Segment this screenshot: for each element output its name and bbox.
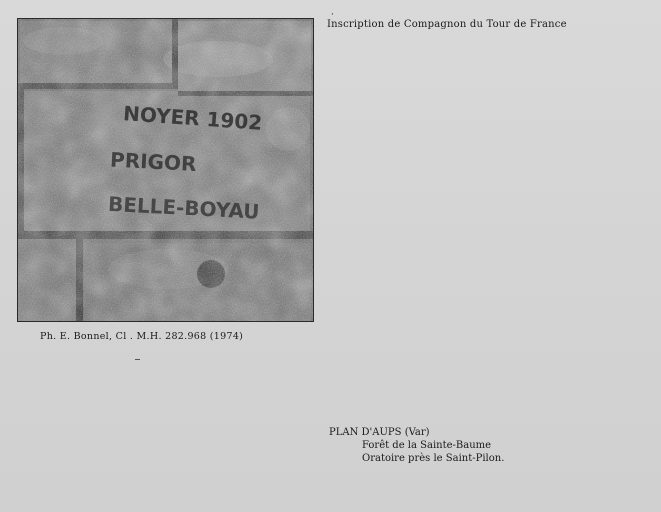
- mark-dot: ·: [331, 10, 334, 20]
- engraving-line-3: BELLE-BOYAU: [107, 191, 261, 224]
- stone-wall-image: [18, 19, 313, 321]
- inscription-photo: [18, 19, 313, 321]
- pencil-mark: [135, 359, 140, 360]
- document-title: Inscription de Compagnon du Tour de France: [327, 19, 567, 30]
- engraving-line-2: PRIGOR: [109, 147, 198, 176]
- photo-credit: Ph. E. Bonnel, Cl . M.H. 282.968 (1974): [40, 331, 244, 342]
- location-forest: Forêt de la Sainte-Baume: [362, 440, 492, 451]
- location-site: Oratoire près le Saint-Pilon.: [362, 453, 505, 464]
- location-place: PLAN D'AUPS (Var): [329, 427, 430, 438]
- engraving-line-1: NOYER 1902: [122, 101, 263, 135]
